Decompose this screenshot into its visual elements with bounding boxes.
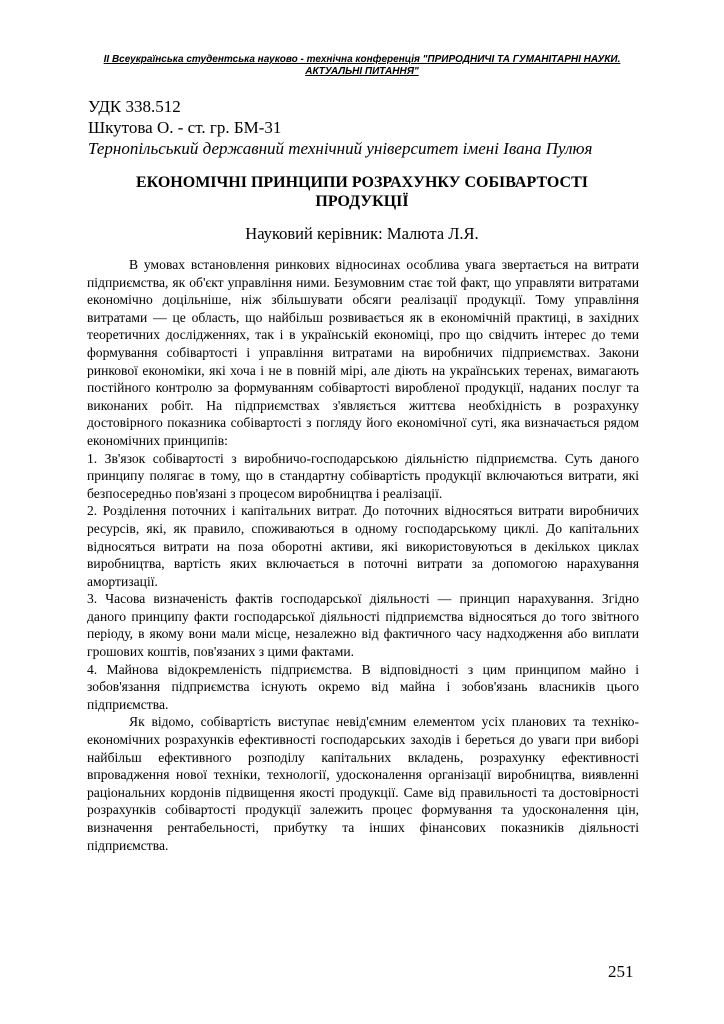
paragraph-intro: В умовах встановлення ринкових відносинах особлива увага звертається на витрати підприємства, як об'єкт управління ними. Безумовним стає той факт, що управляти витратами економічно доцільніше, ніж збільшувати обсяги реалізації продукції. Тому управління витратами — це область, що найбільш розвивається як в економічній практиці, в західних теоретичних дослідженнях, так і в українській економіці, про що свідчить інтерес до теми формування собівартості і управління витратами на виробничих підприємствах. Закони ринкової економіки, які хоча і не в повній мірі, але діють на українських теренах, вимагають постійного контролю за формуванням собівартості виробленої продукції, наданих послуг та виконаних робіт. На підприємствах з'являється життєва необхідність в розрахунку достовірного показника собівартості з погляду його економічної суті, яка визначається рядом економічних принципів: [87, 257, 639, 448]
paragraph-principle-3: 3. Часова визначеність фактів господарської діяльності — принцип нарахування. Згідно даного принципу факти господарської діяльності підприємства відносяться до того звітного періоду, в якому вони мали місце, незалежно від фактичного часу надходження або виплати грошових коштів, пов'язаних з цими фактами. [87, 591, 639, 660]
paragraph-principle-1: 1. Зв'язок собівартості з виробничо-господарською діяльністю підприємства. Суть даного принципу полягає в тому, що в стандартну собівартість продукції включаються витрати, які безпосередньо пов'язані з процесом виробництва і реалізації. [87, 450, 639, 501]
article-title-line-2: ПРОДУКЦІЇ [315, 193, 409, 210]
page-number: 251 [608, 962, 634, 981]
author-line: Шкутова О. - ст. гр. БМ-31 [88, 118, 282, 137]
conference-header [100, 54, 624, 78]
scientific-supervisor: Науковий керівник: Малюта Л.Я. [245, 224, 479, 243]
article-title-line-1: ЕКОНОМІЧНІ ПРИНЦИПИ РОЗРАХУНКУ СОБІВАРТОСТІ [135, 174, 588, 191]
university-line: Тернопільський державний технічний університет імені Івана Пулюя [88, 139, 593, 158]
paragraph-principle-2: 2. Розділення поточних і капітальних витрат. До поточних відносяться витрати виробничих ресурсів, які, як правило, споживаються в одному господарському циклі. До капітальних відносяться витрати на поза оборотні активи, які використовуються в декількох циклах виробництва, вартість яких включається в поточні витрати за допомогою нарахування амортизації. [87, 503, 639, 589]
conference-header-line-1: ІІ Всеукраїнська студентська науково - технічна конференція "ПРИРОДНИЧІ ТА ГУМАНІТАРНІ НАУКИ. [103, 54, 621, 65]
article-body [87, 256, 639, 854]
paragraph-principle-4: 4. Майнова відокремленість підприємства. В відповідності з цим принципом майно і зобов'язання підприємства існують окремо від майна і зобов'язань власників цього підприємства. [87, 661, 639, 712]
paragraph-conclusion: Як відомо, собівартість виступає невід'ємним елементом усіх планових та техніко-економічних розрахунків ефективності господарських заходів і береться до уваги при виборі найбільш ефективного розподілу капітальних вкладень, розрахунку ефективності впровадження нової техніки, технології, удосконалення організації виробництва, виявленні раціональних кордонів підвищення якості продукції. Саме від правильності та достовірності розрахунків собівартості продукції залежить процес формування та удосконалення цін, визначення рентабельності, прибутку та інших фінансових показників діяльності підприємства. [87, 714, 639, 853]
conference-header-line-2: АКТУАЛЬНІ ПИТАННЯ" [305, 66, 419, 77]
article-title [90, 173, 634, 211]
udc-code: УДК 338.512 [88, 97, 181, 116]
